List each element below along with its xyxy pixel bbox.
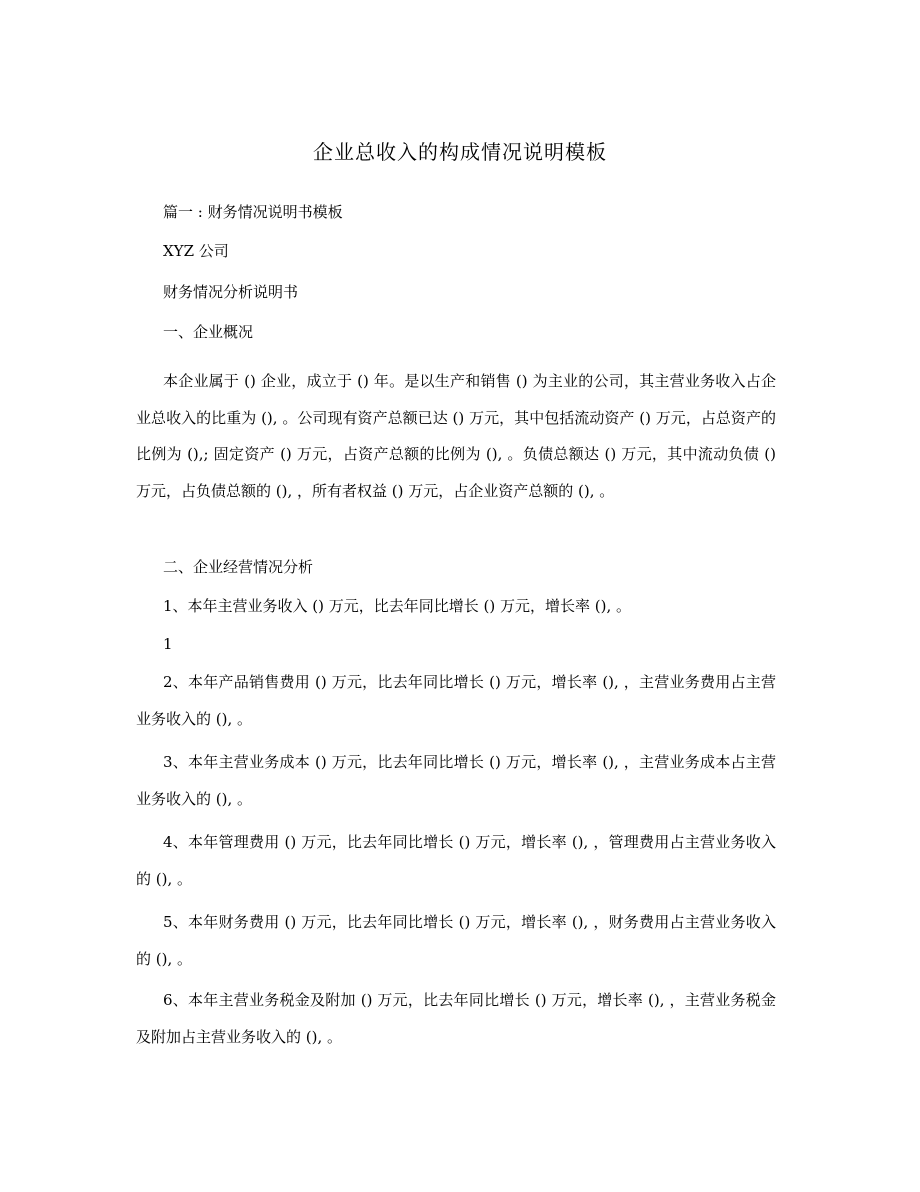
list-item-6-text: 6、本年主营业务税金及附加 () 万元，比去年同比增长 () 万元，增长率 (), ，主营业务税金及附加占主营业务收入的 (), 。 bbox=[136, 991, 776, 1046]
company-name: XYZ 公司 bbox=[163, 242, 229, 260]
list-item-5 bbox=[136, 904, 776, 977]
list-item-3 bbox=[136, 744, 776, 817]
list-item-6 bbox=[136, 982, 776, 1055]
overview-paragraph bbox=[136, 363, 776, 509]
list-item-1: 1、本年主营业务收入 () 万元，比去年同比增长 () 万元，增长率 (), 。 bbox=[163, 597, 632, 615]
list-item-3-text: 3、本年主营业务成本 () 万元，比去年同比增长 () 万元，增长率 (), ，主营业务成本占主营业务收入的 (), 。 bbox=[136, 753, 776, 808]
overview-text: 本企业属于 () 企业，成立于 () 年。是以生产和销售 () 为主业的公司，其主营业务收入占企业总收入的比重为 (), 。公司现有资产总额已达 () 万元，其中包括流动资产 () 万元，占总资产的比例为 (),; 固定资产 () 万元，占资产总额的比例为 (), 。负债总额达 () 万元，其中流动负债 () 万元，占负债总额的 (), ，所有者权益 () 万元，占企业资产总额的 (), 。 bbox=[136, 372, 776, 500]
list-item-4 bbox=[136, 824, 776, 897]
section-heading-operations: 二、企业经营情况分析 bbox=[163, 558, 314, 576]
chapter-heading: 篇一 : 财务情况说明书模板 bbox=[163, 203, 343, 221]
document-title: 企业总收入的构成情况说明模板 bbox=[313, 140, 607, 164]
section-heading-overview: 一、企业概况 bbox=[163, 323, 254, 341]
document-subtitle: 财务情况分析说明书 bbox=[163, 283, 299, 301]
list-item-5-text: 5、本年财务费用 () 万元，比去年同比增长 () 万元，增长率 (), ，财务费用占主营业务收入的 (), 。 bbox=[136, 913, 776, 968]
list-item-4-text: 4、本年管理费用 () 万元，比去年同比增长 () 万元，增长率 (), ，管理费用占主营业务收入的 (), 。 bbox=[136, 833, 776, 888]
list-item-2-text: 2、本年产品销售费用 () 万元，比去年同比增长 () 万元，增长率 (), ，主营业务费用占主营业务收入的 (), 。 bbox=[136, 673, 776, 728]
page-number: 1 bbox=[163, 635, 173, 653]
list-item-2 bbox=[136, 664, 776, 737]
